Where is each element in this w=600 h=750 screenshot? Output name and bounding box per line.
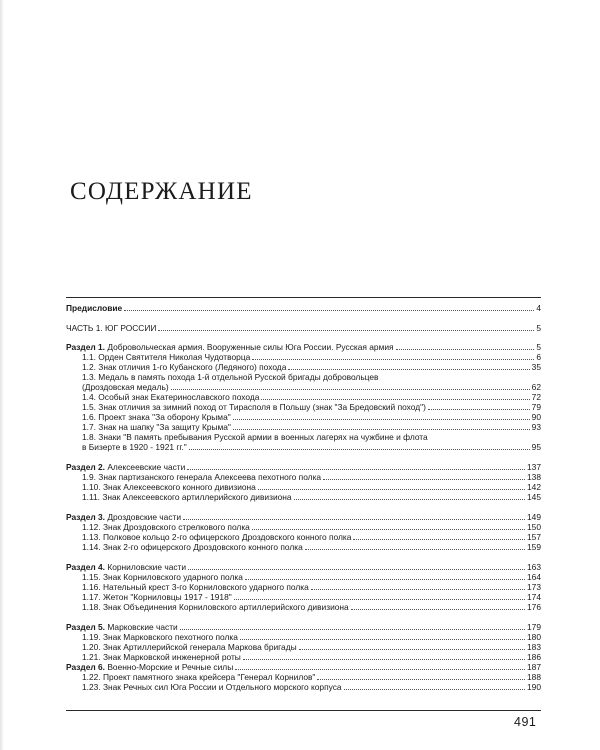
- toc-entry-page: 5: [536, 323, 541, 333]
- leader-dots: [124, 310, 534, 311]
- toc-item-text: 1.8. Знаки "В память пребывания Русской армии в военных лагерях на чужбине и флота: [82, 432, 428, 442]
- toc-item: [66, 572, 541, 582]
- bottom-rule: [66, 710, 541, 711]
- toc-item-text: 1.14. Знак 2-го офицерского Дроздовского конного полка: [82, 542, 303, 552]
- toc-item: [66, 392, 541, 402]
- toc-item-text-cont: в Бизерте в 1920 - 1921 гг.": [82, 442, 187, 452]
- leader-dots: [311, 589, 525, 590]
- toc-item-text: 1.2. Знак отличия 1-го Кубанского (Ледяного) похода: [82, 362, 287, 372]
- leader-dots: [396, 349, 535, 350]
- toc-item-page: 35: [531, 362, 541, 372]
- toc-item-text: 1.16. Нательный крест 3-го Корниловского ударного полка: [82, 582, 309, 592]
- toc-item-text: 1.18. Знак Объединения Корниловского артиллерийского дивизиона: [82, 602, 349, 612]
- toc-entry-page: 163: [527, 562, 541, 572]
- toc-item-page: 150: [527, 522, 541, 532]
- toc-item-page: 79: [531, 402, 541, 412]
- toc-item-text: 1.5. Знак отличия за зимний поход от Тирасполя в Польшу (знак "За Бредовский поход"): [82, 402, 426, 412]
- toc-entry-page: 187: [527, 662, 541, 672]
- leader-dots: [180, 629, 525, 630]
- toc-item-page: 159: [527, 542, 541, 552]
- leader-dots: [188, 569, 525, 570]
- toc-entry-page: 5: [536, 342, 541, 352]
- toc-item: [66, 592, 541, 602]
- leader-dots: [252, 359, 534, 360]
- toc-item-page: 183: [527, 642, 541, 652]
- toc-entry-page: 137: [527, 462, 541, 472]
- leader-dots: [294, 499, 525, 500]
- toc-item-text: 1.9. Знак партизанского генерала Алексеева пехотного полка: [82, 472, 322, 482]
- toc-item-page: 174: [527, 592, 541, 602]
- toc-item-page: 72: [531, 392, 541, 402]
- toc-item-text: 1.15. Знак Корниловского ударного полка: [82, 572, 243, 582]
- toc-item-text: 1.20. Знак Артиллерийской генерала Маркова бригады: [82, 642, 297, 652]
- toc-item-page: 186: [527, 652, 541, 662]
- toc-section-5: [66, 622, 541, 632]
- leader-dots: [189, 449, 530, 450]
- section-number: Раздел 4.: [66, 562, 106, 572]
- leader-dots: [323, 479, 525, 480]
- leader-dots: [317, 679, 525, 680]
- leader-dots: [428, 409, 530, 410]
- toc-item-text: 1.23. Знак Речных сил Юга России и Отдельного морского корпуса: [82, 682, 342, 692]
- toc-entry-page: 4: [536, 303, 541, 313]
- toc-item-page: 90: [531, 412, 541, 422]
- toc-entry-label: Предисловие: [66, 303, 123, 313]
- toc-section-1: [66, 342, 541, 352]
- toc-item: [66, 412, 541, 422]
- toc-item-page: 142: [527, 482, 541, 492]
- toc-item: [66, 672, 541, 682]
- toc-item: [66, 422, 541, 432]
- toc-item: [66, 532, 541, 542]
- toc-item: [66, 362, 541, 372]
- toc-item: [66, 542, 541, 552]
- toc-item-text-cont: (Дроздовская медаль): [82, 382, 169, 392]
- leader-dots: [258, 489, 525, 490]
- toc-item-page: 173: [527, 582, 541, 592]
- toc-item-page: 93: [531, 422, 541, 432]
- section-title: Алексеевские части: [105, 462, 186, 472]
- leader-dots: [344, 689, 525, 690]
- section-title: Дроздовские части: [105, 512, 182, 522]
- toc-item-text: 1.11. Знак Алексеевского артиллерийского дивизиона: [82, 492, 292, 502]
- leader-dots: [243, 659, 525, 660]
- leader-dots: [158, 330, 534, 331]
- toc-item: [66, 632, 541, 642]
- top-rule: [66, 297, 541, 298]
- toc-item-text: 1.1. Орден Святителя Николая Чудотворца: [82, 352, 251, 362]
- toc-section-2: [66, 462, 541, 472]
- toc-item: [66, 442, 541, 452]
- leader-dots: [187, 469, 525, 470]
- toc-entry-page: 179: [527, 622, 541, 632]
- toc-section-3: [66, 512, 541, 522]
- leader-dots: [234, 599, 525, 600]
- toc-item: [66, 402, 541, 412]
- leader-dots: [183, 519, 525, 520]
- section-title: Добровольческая армия. Вооруженные силы Юга России. Русская армия: [105, 342, 394, 352]
- toc-item-text: 1.10. Знак Алексеевского конного дивизиона: [82, 482, 256, 492]
- toc-item: [66, 352, 541, 362]
- toc-item-text: 1.3. Медаль в память похода 1-й отдельной Русской бригады добровольцев: [82, 372, 379, 382]
- toc-item: [66, 682, 541, 692]
- section-number: Раздел 2.: [66, 462, 106, 472]
- leader-dots: [240, 639, 525, 640]
- toc-item-page: 190: [527, 682, 541, 692]
- leader-dots: [171, 389, 530, 390]
- toc-item-page: 6: [536, 352, 541, 362]
- page-edge-shadow: [0, 0, 4, 750]
- leader-dots: [299, 649, 525, 650]
- toc-item-page: 180: [527, 632, 541, 642]
- toc-item: [66, 642, 541, 652]
- leader-dots: [353, 539, 525, 540]
- toc-item: [66, 482, 541, 492]
- toc-entry-part1: [66, 323, 541, 333]
- toc-item-page: 138: [527, 472, 541, 482]
- page-number: 491: [514, 715, 537, 729]
- toc-item-page: 62: [531, 382, 541, 392]
- leader-dots: [233, 429, 530, 430]
- leader-dots: [288, 369, 529, 370]
- leader-dots: [245, 579, 525, 580]
- leader-dots: [233, 419, 530, 420]
- toc-item: [66, 582, 541, 592]
- section-number: Раздел 6.: [66, 662, 106, 672]
- section-number: Раздел 1.: [66, 342, 106, 352]
- toc-item-text: 1.13. Полковое кольцо 2-го офицерского Дроздовского конного полка: [82, 532, 352, 542]
- page-title: СОДЕРЖАНИЕ: [70, 178, 253, 205]
- toc-item-text: 1.19. Знак Марковского пехотного полка: [82, 632, 238, 642]
- toc-item: [66, 492, 541, 502]
- toc-item: [66, 382, 541, 392]
- toc-section-6: [66, 662, 541, 672]
- leader-dots: [252, 529, 525, 530]
- section-title: Марковские части: [105, 622, 178, 632]
- toc-item-page: 145: [527, 492, 541, 502]
- toc-item: [66, 652, 541, 662]
- leader-dots: [305, 549, 525, 550]
- section-title: Военно-Морские и Речные силы: [105, 662, 234, 672]
- toc-item-page: 164: [527, 572, 541, 582]
- toc-item-text: 1.4. Особый знак Екатеринославского похода: [82, 392, 260, 402]
- leader-dots: [261, 399, 529, 400]
- toc-section-4: [66, 562, 541, 572]
- toc-item-text: 1.12. Знак Дроздовского стрелкового полка: [82, 522, 250, 532]
- toc-item-text: 1.22. Проект памятного знака крейсера "Генерал Корнилов": [82, 672, 316, 682]
- toc-item: [66, 472, 541, 482]
- toc-item-text: 1.6. Проект знака "За оборону Крыма": [82, 412, 231, 422]
- leader-dots: [235, 669, 525, 670]
- toc-item-page: 157: [527, 532, 541, 542]
- toc-item: [66, 602, 541, 612]
- section-number: Раздел 5.: [66, 622, 106, 632]
- toc-entry-foreword: [66, 303, 541, 313]
- section-title: Корниловские части: [105, 562, 187, 572]
- toc-item-text: 1.17. Жетон "Корниловцы 1917 - 1918": [82, 592, 232, 602]
- toc-item-page: 95: [531, 442, 541, 452]
- toc-item: [66, 522, 541, 532]
- toc-entry-page: 149: [527, 512, 541, 522]
- section-number: Раздел 3.: [66, 512, 106, 522]
- toc-item-text: 1.7. Знак на шапку "За защиту Крыма": [82, 422, 231, 432]
- toc-item-page: 188: [527, 672, 541, 682]
- toc-item-text: 1.21. Знак Марковской инженерной роты: [82, 652, 241, 662]
- leader-dots: [351, 609, 525, 610]
- toc-entry-label: ЧАСТЬ 1. ЮГ РОССИИ: [66, 323, 157, 333]
- toc-item-page: 176: [527, 602, 541, 612]
